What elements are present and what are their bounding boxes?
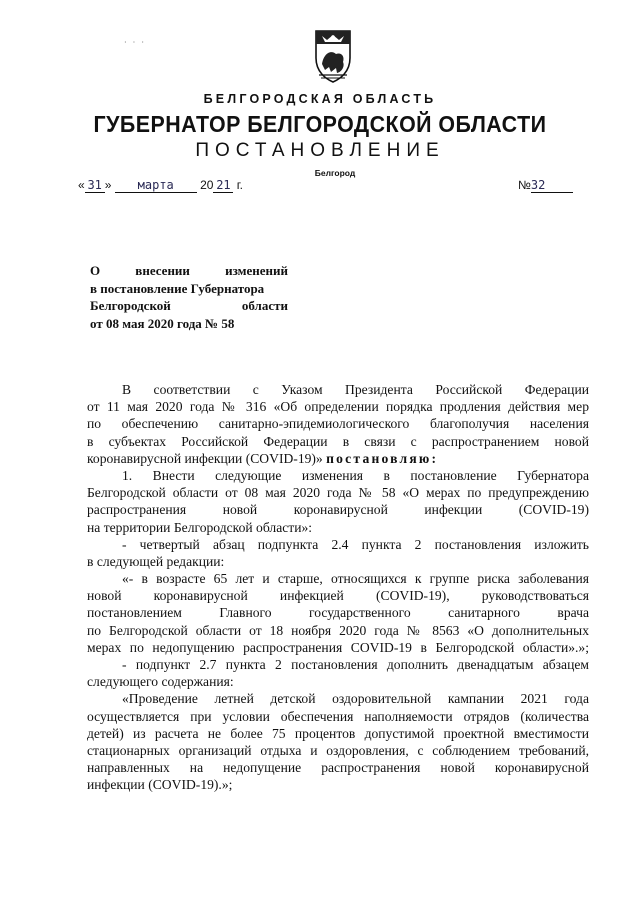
subject-line: в постановление Губернатора bbox=[90, 280, 265, 296]
body-line: «- в возрасте 65 лет и старше, относящихся к группе риска заболевания bbox=[122, 571, 589, 587]
body-line: 1. Внести следующие изменения в постановление Губернатора bbox=[122, 467, 589, 483]
subject-line: Белгородской области bbox=[90, 298, 288, 313]
date-year-unit: г. bbox=[236, 178, 244, 192]
body-line bbox=[87, 450, 589, 467]
body-line: Белгородской области от 08 мая 2020 года № 58 «О мерах по предупреждению bbox=[87, 485, 589, 501]
region-title: БЕЛГОРОДСКАЯ ОБЛАСТЬ bbox=[203, 92, 437, 106]
decree-body bbox=[87, 381, 589, 794]
body-text: коронавирусной инфекции (COVID-19)» bbox=[87, 450, 323, 466]
body-line: направленных на недопущение распространения новой коронавирусной bbox=[87, 760, 589, 776]
body-line: по обеспечению санитарно-эпидемиологического благополучия населения bbox=[87, 416, 589, 432]
document-number bbox=[518, 178, 573, 193]
coat-of-arms-emblem bbox=[312, 28, 354, 84]
governor-title: ГУБЕРНАТОР БЕЛГОРОДСКОЙ ОБЛАСТИ bbox=[93, 111, 547, 137]
number-value: 32 bbox=[531, 178, 573, 193]
body-line: мерах по недопущению распространения COVID-19 в Белгородской области».»; bbox=[87, 639, 589, 655]
date-year-suffix: 21 bbox=[213, 178, 233, 193]
body-line: - подпункт 2.7 пункта 2 постановления дополнить двенадцатым абзацем bbox=[122, 657, 589, 672]
date-year-prefix: 20 bbox=[200, 178, 214, 192]
body-line: «Проведение летней детской оздоровительной кампании 2021 года bbox=[122, 691, 589, 707]
body-line: детей) из расчета не более 75 процентов допустимой проектной вместимости bbox=[87, 725, 589, 741]
body-line: в субъектах Российской Федерации в связи с распространением новой bbox=[87, 433, 589, 449]
body-line: осуществляется при условии обеспечения наполняемости отрядов (количества bbox=[87, 708, 589, 724]
date-month: марта bbox=[115, 178, 197, 193]
body-line: в следующей редакции: bbox=[87, 553, 225, 569]
subject-line: О внесении изменений bbox=[90, 263, 288, 278]
date-close-quote: » bbox=[104, 178, 112, 192]
body-line: постановлением Главного государственного санитарного врача bbox=[87, 605, 589, 621]
body-line: от 11 мая 2020 года № 316 «Об определении порядка продления действия мер bbox=[87, 399, 589, 415]
document-date bbox=[78, 178, 243, 193]
subject-line: от 08 мая 2020 года № 58 bbox=[90, 315, 235, 331]
number-prefix: № bbox=[518, 178, 531, 192]
body-line: В соответствии с Указом Президента Российской Федерации bbox=[122, 382, 589, 397]
city-name: Белгород bbox=[314, 168, 356, 178]
body-line: по Белгородской области от 18 ноября 2020 года № 8563 «О дополнительных bbox=[87, 622, 589, 638]
body-line: - четвертый абзац подпункта 2.4 пункта 2 постановления изложить bbox=[122, 536, 589, 552]
body-line: новой коронавирусной инфекцией (COVID-19), руководствоваться bbox=[87, 588, 589, 604]
date-open-quote: « bbox=[78, 178, 85, 192]
body-line: на территории Белгородской области»: bbox=[87, 519, 313, 535]
decree-keyword: постановляю: bbox=[326, 450, 439, 466]
date-day: 31 bbox=[85, 178, 105, 193]
decree-subject bbox=[90, 262, 288, 332]
scan-specks: · · · bbox=[124, 38, 146, 47]
body-line: следующего содержания: bbox=[87, 674, 234, 690]
body-line: распространения новой коронавирусной инфекции (COVID-19) bbox=[87, 502, 589, 518]
body-line: стационарных организаций отдыха и оздоровления, с соблюдением требований, bbox=[87, 742, 589, 758]
document-type: ПОСТАНОВЛЕНИЕ bbox=[195, 140, 445, 161]
body-line: инфекции (COVID-19).»; bbox=[87, 777, 233, 793]
